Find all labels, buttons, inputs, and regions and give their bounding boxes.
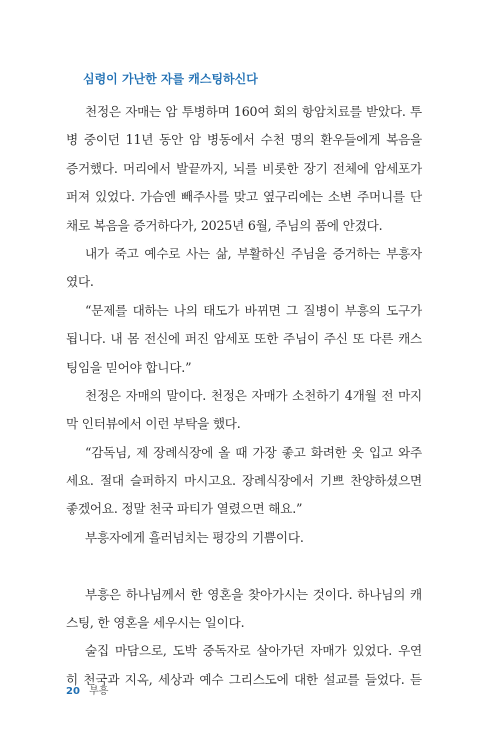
section-heading: 심령이 가난한 자를 캐스팅하신다 xyxy=(83,72,258,86)
page-number: 20 xyxy=(66,686,80,697)
paragraph-line: 병 중이던 11년 동안 암 병동에서 수천 명의 환우들에게 복음을 xyxy=(66,132,422,148)
paragraph-line: 채로 복음을 증거하다가, 2025년 6월, 주님의 품에 안겼다. xyxy=(66,217,383,233)
paragraph-line: 천정은 자매의 말이다. 천정은 자매가 소천하기 4개월 전 마지 xyxy=(85,387,422,403)
paragraph-line: 퍼져 있었다. 가슴엔 빼주사를 맞고 옆구리에는 소변 주머니를 단 xyxy=(66,189,422,205)
paragraph-line: 좋겠어요. 정말 천국 파티가 열렸으면 해요.” xyxy=(66,501,303,517)
paragraph-line: 술집 마담으로, 도박 중독자로 살아가던 자매가 있었다. 우연 xyxy=(85,643,422,659)
paragraph-line: 팅임을 믿어야 합니다.” xyxy=(66,359,192,375)
page-footer xyxy=(66,682,108,697)
paragraph-line: 히 천국과 지옥, 세상과 예수 그리스도에 대한 설교를 들었다. 듣 xyxy=(66,671,422,687)
running-title: 부흥 xyxy=(89,686,109,697)
paragraph-line: 증거했다. 머리에서 발끝까지, 뇌를 비롯한 장기 전체에 암세포가 xyxy=(66,160,422,176)
paragraph-line: 내가 죽고 예수로 사는 삶, 부활하신 주님을 증거하는 부흥자 xyxy=(85,245,422,261)
paragraph-line: 천정은 자매는 암 투병하며 160여 회의 항암치료를 받았다. 투 xyxy=(85,104,422,119)
section-break xyxy=(66,552,422,580)
paragraph-line: 막 인터뷰에서 이런 부탁을 했다. xyxy=(66,416,241,432)
paragraph-line: 세요. 절대 슬퍼하지 마시고요. 장례식장에서 기쁘 찬양하셨으면 xyxy=(66,473,422,489)
paragraph-line: “문제를 대하는 나의 태도가 바뀌면 그 질병이 부흥의 도구가 xyxy=(85,302,422,318)
body-text xyxy=(66,98,422,694)
paragraph-line: 스팅, 한 영혼을 세우시는 일이다. xyxy=(66,615,245,631)
paragraph-line: 됩니다. 내 몸 전신에 퍼진 암세포 또한 주님이 주신 또 다른 캐스 xyxy=(66,331,422,347)
paragraph-line: 부흥자에게 흘러넘치는 평강의 기쁨이다. xyxy=(85,529,304,545)
paragraph-line: “감독님, 제 장례식장에 올 때 가장 좋고 화려한 옷 입고 와주 xyxy=(85,444,422,460)
paragraph-line: 부흥은 하나님께서 한 영혼을 찾아가시는 것이다. 하나님의 캐 xyxy=(85,586,422,602)
paragraph-line: 였다. xyxy=(66,274,94,290)
